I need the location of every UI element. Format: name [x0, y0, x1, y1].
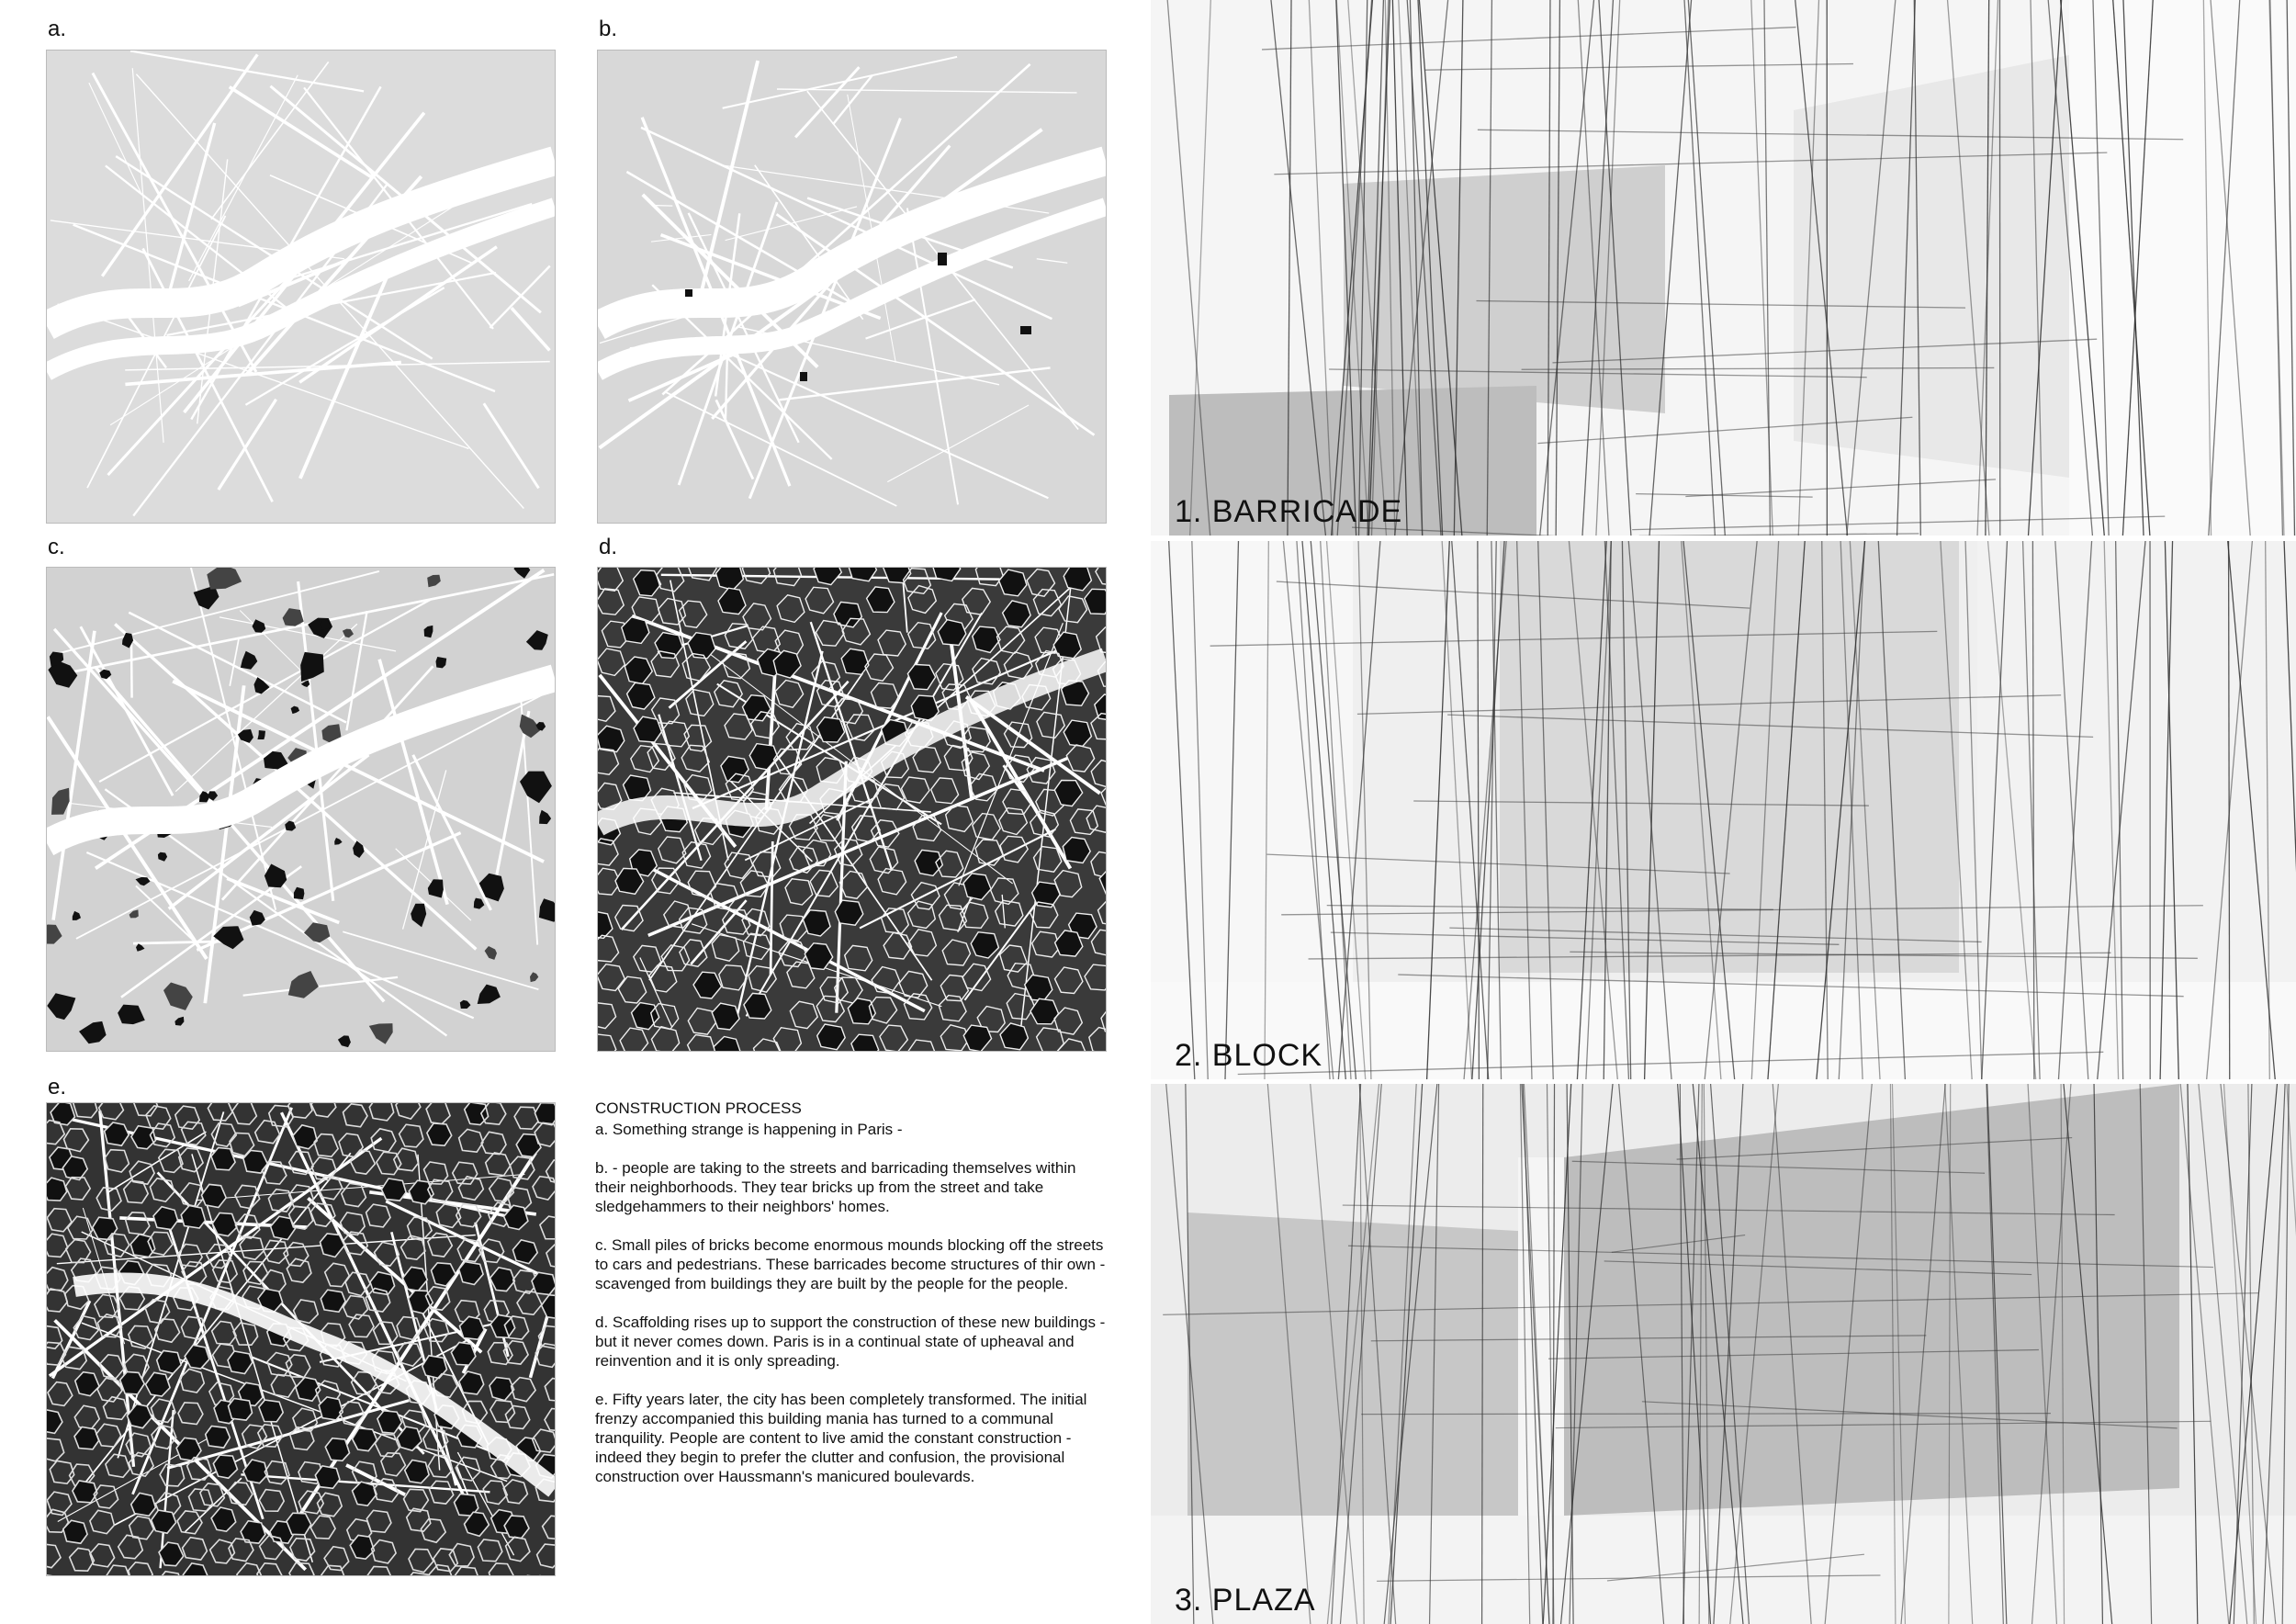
paragraph-e: e. Fifty years later, the city has been completely transformed. The initial frenzy accompanied this building mania has turned to a communal tranquility. People are content to live amid the constant construction - indeed they begin to prefer the clutter and confusion, the provisional construction over Haussmann's manicured boulevards.	[595, 1391, 1087, 1485]
panel-label-b: b.	[599, 17, 618, 41]
city-map-b	[598, 51, 1106, 523]
plaza-render	[1151, 1084, 2296, 1624]
panel-label-c: c.	[48, 535, 65, 559]
block-render	[1151, 541, 2296, 1079]
scene-label-block: 2. BLOCK	[1175, 1038, 1323, 1073]
scene-label-barricade: 1. BARRICADE	[1175, 494, 1403, 529]
map-panel-d	[597, 567, 1107, 1052]
scene-block	[1151, 541, 2296, 1079]
construction-process-text	[595, 1099, 1109, 1506]
panel-label-e: e.	[48, 1075, 67, 1100]
city-map-a	[47, 51, 555, 523]
map-panel-b	[597, 50, 1107, 524]
scene-plaza	[1151, 1084, 2296, 1624]
scene-label-plaza: 3. PLAZA	[1175, 1583, 1316, 1618]
map-panel-e	[46, 1102, 556, 1576]
city-map-d	[598, 568, 1106, 1051]
scene-barricade	[1151, 0, 2296, 536]
map-panel-a	[46, 50, 556, 524]
paragraph-d: d. Scaffolding rises up to support the construction of these new buildings - but it never comes down. Paris is in a continual state of upheaval and reinvention and it is only spreading.	[595, 1314, 1106, 1370]
panel-label-d: d.	[599, 535, 618, 559]
map-panel-c	[46, 567, 556, 1052]
panel-label-a: a.	[48, 17, 67, 41]
paragraph-a: a. Something strange is happening in Paris -	[595, 1121, 903, 1138]
construction-process-title: CONSTRUCTION PROCESS	[595, 1100, 802, 1117]
paragraph-b: b. - people are taking to the streets and barricading themselves within their neighborhoods. They tear bricks up from the street and take sledgehammers to their neighbors' homes.	[595, 1159, 1076, 1215]
paragraph-c: c. Small piles of bricks become enormous mounds blocking off the streets to cars and pedestrians. These barricades become structures of thir own - scavenged from buildings they are built by the people for the people.	[595, 1236, 1106, 1292]
city-map-e	[47, 1103, 555, 1575]
city-map-c	[47, 568, 555, 1051]
barricade-render	[1151, 0, 2296, 536]
